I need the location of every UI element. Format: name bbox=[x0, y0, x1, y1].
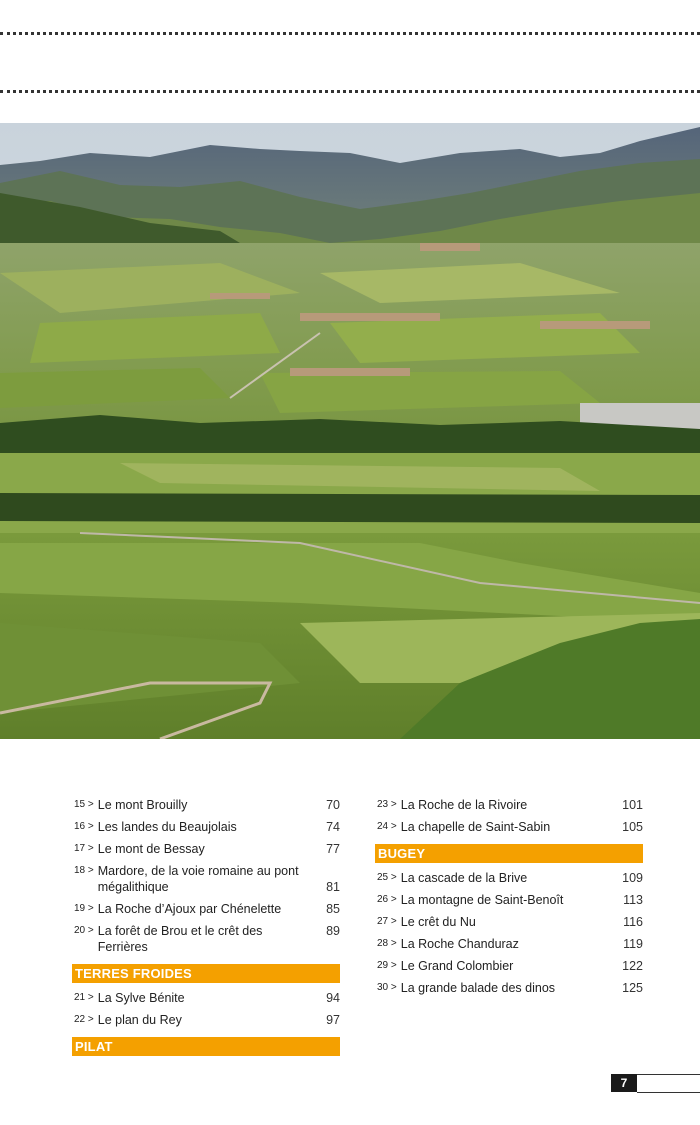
toc-section-header: TERRES FROIDES bbox=[72, 964, 340, 983]
toc-entry-title: La montagne de Saint-Benoît bbox=[400, 893, 564, 907]
toc-entry[interactable] bbox=[375, 794, 643, 816]
toc-entry-page: 116 bbox=[623, 915, 643, 929]
toc-entry-page: 89 bbox=[326, 924, 340, 938]
toc-entry[interactable] bbox=[72, 794, 340, 816]
toc-entry-title: Le crêt du Nu bbox=[400, 915, 476, 929]
toc-entry[interactable] bbox=[72, 987, 340, 1009]
page-number-rule-top bbox=[637, 1074, 700, 1075]
toc-entry-page: 109 bbox=[622, 871, 643, 885]
toc-column-right bbox=[375, 794, 643, 999]
toc-entry[interactable] bbox=[375, 977, 643, 999]
toc-entry-number: 16 > bbox=[74, 821, 94, 832]
toc-entry-title: La Roche d’Ajoux par Chénelette bbox=[97, 902, 282, 916]
toc-entry-page: 85 bbox=[326, 902, 340, 916]
toc-entry[interactable] bbox=[72, 920, 340, 958]
toc-entry-title: Le mont Brouilly bbox=[97, 798, 188, 812]
toc-entry-title: La cascade de la Brive bbox=[400, 871, 528, 885]
toc-entry-number: 15 > bbox=[74, 799, 94, 810]
toc-entry-title: Le mont de Bessay bbox=[97, 842, 205, 856]
toc-entry-page: 77 bbox=[326, 842, 340, 856]
toc-entry-number: 25 > bbox=[377, 872, 397, 883]
landscape-vineyard-photo bbox=[0, 123, 700, 739]
toc-entry[interactable] bbox=[375, 933, 643, 955]
toc-entry-page: 70 bbox=[326, 798, 340, 812]
toc-entry-number: 24 > bbox=[377, 821, 397, 832]
toc-entry[interactable] bbox=[72, 898, 340, 920]
toc-entry-title: La Roche de la Rivoire bbox=[400, 798, 528, 812]
toc-entry-page: 122 bbox=[622, 959, 643, 973]
toc-entry[interactable] bbox=[72, 860, 340, 898]
toc-entry-page: 105 bbox=[622, 820, 643, 834]
toc-entry-title: Le plan du Rey bbox=[97, 1013, 182, 1027]
toc-entry-title: La forêt de Brou et le crêt des Ferrières bbox=[97, 924, 263, 954]
toc-entry-number: 23 > bbox=[377, 799, 397, 810]
toc-entry-page: 94 bbox=[326, 991, 340, 1005]
toc-entry-page: 119 bbox=[623, 937, 643, 951]
toc-section-header: BUGEY bbox=[375, 844, 643, 863]
toc-entry-number: 17 > bbox=[74, 843, 94, 854]
toc-entry-page: 125 bbox=[622, 981, 643, 995]
toc-entry-page: 101 bbox=[622, 798, 643, 812]
toc-column-left bbox=[72, 794, 340, 1060]
toc-entry-title: Mardore, de la voie romaine au pont mégalithique bbox=[97, 864, 299, 894]
page-number-rule-bottom bbox=[637, 1092, 700, 1093]
toc-entry-number: 28 > bbox=[377, 938, 397, 949]
toc-entry-number: 29 > bbox=[377, 960, 397, 971]
toc-entry-title: La grande balade des dinos bbox=[400, 981, 556, 995]
toc-entry-page: 74 bbox=[326, 820, 340, 834]
toc-entry-number: 20 > bbox=[74, 925, 94, 936]
toc-entry-title: La Sylve Bénite bbox=[97, 991, 185, 1005]
toc-entry[interactable] bbox=[72, 838, 340, 860]
toc-entry-title: La Roche Chanduraz bbox=[400, 937, 519, 951]
toc-entry-number: 27 > bbox=[377, 916, 397, 927]
toc-entry[interactable] bbox=[375, 955, 643, 977]
toc-entry-number: 18 > bbox=[74, 865, 94, 876]
toc-entry[interactable] bbox=[72, 816, 340, 838]
toc-entry-page: 113 bbox=[623, 893, 643, 907]
toc-entry[interactable] bbox=[375, 816, 643, 838]
toc-entry-page: 97 bbox=[326, 1013, 340, 1027]
toc-entry-title: Les landes du Beaujolais bbox=[97, 820, 237, 834]
toc-entry[interactable] bbox=[72, 1009, 340, 1031]
page-number: 7 bbox=[611, 1074, 637, 1092]
toc-entry-number: 19 > bbox=[74, 903, 94, 914]
toc-entry[interactable] bbox=[375, 911, 643, 933]
toc-entry-number: 30 > bbox=[377, 982, 397, 993]
toc-entry-title: La chapelle de Saint-Sabin bbox=[400, 820, 551, 834]
toc-entry-number: 22 > bbox=[74, 1014, 94, 1025]
toc-entry-number: 26 > bbox=[377, 894, 397, 905]
toc-entry[interactable] bbox=[375, 889, 643, 911]
toc-entry-page: 81 bbox=[326, 880, 340, 894]
dotted-rule-top bbox=[0, 32, 700, 35]
dotted-rule-bottom bbox=[0, 90, 700, 93]
toc-section-header: PILAT bbox=[72, 1037, 340, 1056]
toc-entry-title: Le Grand Colombier bbox=[400, 959, 514, 973]
toc-entry[interactable] bbox=[375, 867, 643, 889]
toc-entry-number: 21 > bbox=[74, 992, 94, 1003]
